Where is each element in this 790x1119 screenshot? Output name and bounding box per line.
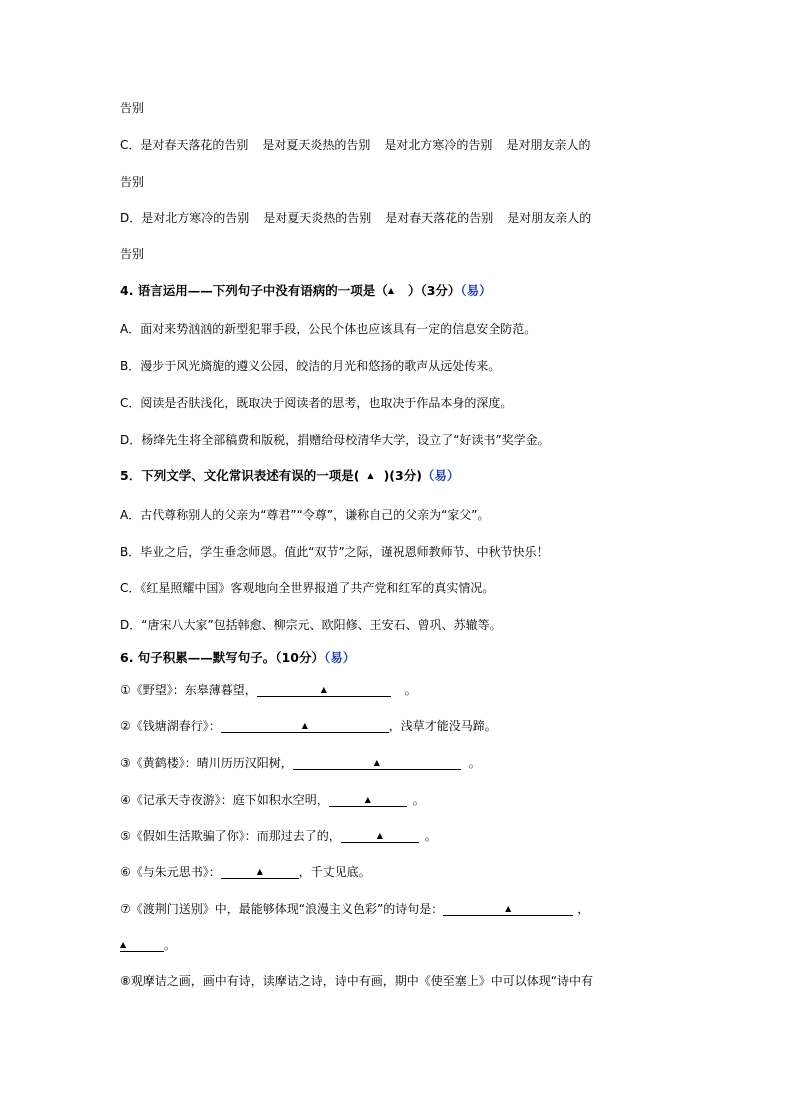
question-score: )(3分) — [383, 468, 422, 483]
option-phrase: 是对夏天炎热的告别 — [262, 138, 371, 152]
fill-item-8: ⑧观摩诘之画，画中有诗，读摩诘之诗，诗中有画，期中《使至塞上》中可以体现“诗中有 — [120, 974, 593, 988]
answer-marker-icon: ▲ — [367, 471, 374, 480]
answer-blank[interactable] — [221, 864, 299, 879]
text-line — [120, 100, 144, 116]
option-continuation: 告别 — [120, 175, 145, 189]
question-score: ）（3分） — [407, 283, 461, 298]
item-text: 。 — [164, 938, 177, 952]
question-4-stem — [120, 283, 492, 299]
question-text: 6. 句子积累——默写句子。（10分） — [120, 650, 324, 665]
item-text: ⑥《与朱元思书》： — [120, 865, 221, 879]
option-phrase: 是对北方寒冷的告别 — [141, 211, 250, 225]
text-line — [120, 174, 144, 190]
option-label: C． — [120, 138, 141, 152]
answer-marker-icon: ▲ — [301, 721, 308, 730]
fill-item-3 — [120, 755, 481, 771]
question-5-stem — [120, 468, 459, 484]
answer-marker-icon: ▲ — [373, 758, 380, 767]
answer-blank[interactable] — [120, 937, 164, 952]
answer-blank[interactable] — [443, 901, 573, 916]
item-text: ⑦《渡荆门送别》中，最能够体现“浪漫主义色彩”的诗句是： — [120, 902, 444, 916]
answer-marker-icon: ▲ — [320, 685, 327, 694]
option-phrase: 是对朋友亲人的 — [507, 211, 592, 225]
item-text: ③《黄鹤楼》：晴川历历汉阳树， — [120, 756, 293, 770]
option-phrase: 是对北方寒冷的告别 — [384, 138, 493, 152]
answer-marker-icon: ▲ — [387, 286, 394, 295]
answer-blank[interactable] — [329, 792, 407, 807]
question-4-option-d: D．杨绛先生将全部稿费和版税，捐赠给母校清华大学，设立了“好读书”奖学金。 — [120, 433, 550, 447]
item-text: ①《野望》：东皋薄暮望， — [120, 683, 257, 697]
answer-marker-icon: ▲ — [364, 795, 371, 804]
item-text: ⑤《假如生活欺骗了你》：而那过去了的， — [120, 829, 341, 843]
option-phrase: 是对春天落花的告别 — [385, 211, 494, 225]
option-continuation: 告别 — [120, 101, 145, 115]
item-text: 。 — [468, 756, 481, 770]
option-continuation: 告别 — [120, 247, 145, 261]
item-text: ，浅草才能没马蹄。 — [388, 719, 497, 733]
answer-blank[interactable] — [221, 718, 389, 733]
answer-blank[interactable] — [293, 755, 461, 770]
option-label: D． — [120, 211, 142, 225]
answer-marker-icon: ▲ — [120, 940, 127, 949]
fill-item-4 — [120, 792, 425, 808]
item-text: ， — [577, 902, 590, 916]
question-text: 4. 语言运用——下列句子中没有语病的一项是（ — [120, 283, 388, 298]
option-phrase: 是对朋友亲人的 — [506, 138, 591, 152]
question-4-option-c: C．阅读是否肤浅化，既取决于阅读者的思考，也取决于作品本身的深度。 — [120, 396, 513, 410]
item-text: 。 — [404, 683, 417, 697]
answer-blank[interactable] — [341, 828, 419, 843]
item-text: ②《钱塘湖春行》： — [120, 719, 221, 733]
answer-marker-icon: ▲ — [505, 904, 512, 913]
text-line — [120, 246, 144, 262]
question-6-stem — [120, 650, 355, 666]
item-text: 。 — [412, 793, 425, 807]
question-5-option-d: D．“唐宋八大家”包括韩愈、柳宗元、欧阳修、王安石、曾巩、苏辙等。 — [120, 618, 502, 632]
fill-item-6 — [120, 864, 371, 880]
difficulty-tag: （易） — [460, 283, 492, 298]
option-c-line — [120, 137, 590, 153]
fill-item-5 — [120, 828, 437, 844]
option-phrase: 是对夏天炎热的告别 — [263, 211, 372, 225]
question-5-option-a: A．古代尊称别人的父亲为“尊君”“令尊”，谦称自己的父亲为“家父”。 — [120, 508, 490, 522]
question-4-option-b: B．漫步于风光旖旎的遵义公园，皎洁的月光和悠扬的歌声从远处传来。 — [120, 359, 501, 373]
option-phrase: 是对春天落花的告别 — [140, 138, 249, 152]
difficulty-tag: （易） — [421, 468, 460, 483]
answer-marker-icon: ▲ — [256, 867, 263, 876]
question-4-option-a: A．面对来势汹汹的新型犯罪手段，公民个体也应该具有一定的信息安全防范。 — [120, 322, 537, 336]
difficulty-tag: （易） — [323, 650, 356, 665]
question-5-option-b: B．毕业之后，学生垂念师恩。值此“双节”之际，谨祝恩师教师节、中秋节快乐！ — [120, 545, 549, 559]
fill-item-7-continued — [120, 937, 176, 953]
answer-marker-icon: ▲ — [376, 831, 383, 840]
option-d-line — [120, 210, 591, 226]
item-text: 。 — [424, 829, 437, 843]
answer-blank[interactable] — [257, 682, 391, 697]
question-text: 5．下列文学、文化常识表述有误的一项是( — [120, 468, 360, 483]
fill-item-1 — [120, 682, 417, 698]
item-text: ④《记承天寺夜游》：庭下如积水空明， — [120, 793, 329, 807]
fill-item-2 — [120, 718, 497, 734]
fill-item-7 — [120, 901, 589, 917]
item-text: ，千丈见底。 — [298, 865, 371, 879]
question-5-option-c: C．《红星照耀中国》客观地向全世界报道了共产党和红军的真实情况。 — [120, 581, 495, 595]
